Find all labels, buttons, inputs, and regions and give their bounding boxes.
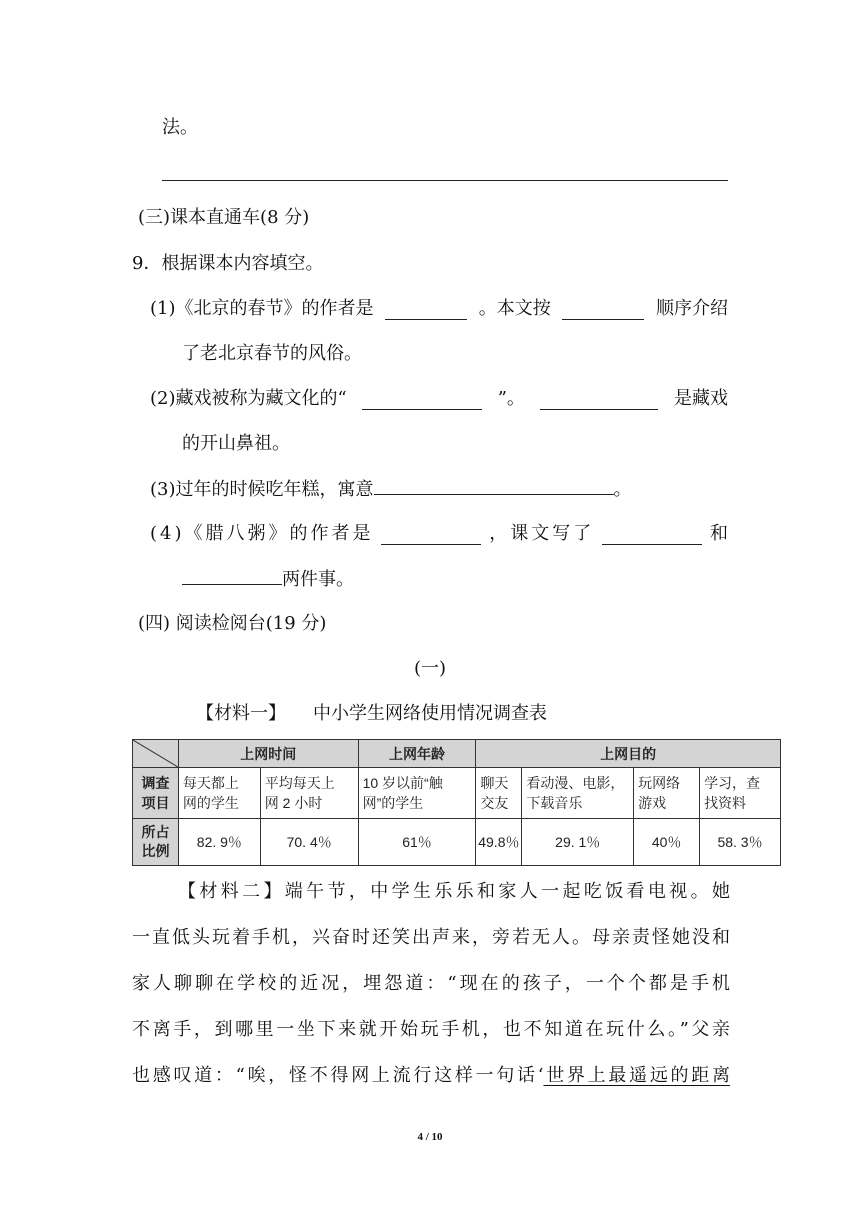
item-cell: 看动漫、电影， 下载音乐 [522,768,634,819]
q4-text-b: ，课文写了 [489,523,595,544]
paragraph-line: 家人聊聊在学校的近况，埋怨道：“现在的孩子，一个个都是手机 [132,973,730,994]
q1-text-c: 顺序介绍 [656,298,728,319]
ratio-cell: 58. 3％ [700,819,781,866]
q2-blank-founder[interactable] [540,393,658,410]
item-cell: 每天都上 网的学生 [178,768,260,819]
ratio-cell: 49.8％ [476,819,522,866]
q1-text-a: (1)《北京的春节》的作者是 [150,298,374,319]
q2-text-a: (2)藏戏被称为藏文化的“ [150,388,347,409]
q4-blank-event1[interactable] [602,528,702,545]
question-item-1 [150,298,728,320]
row-label-ratio: 所占 比例 [133,819,179,866]
q3-blank-meaning[interactable] [374,478,614,495]
question-item-3 [150,478,632,501]
underlined-text: 世界上最遥远的距离 [543,1065,731,1086]
paragraph-line: 【材料二】端午节，中学生乐乐和家人一起吃饭看电视。她 [178,881,730,902]
item-cell: 10 岁以前“触 网”的学生 [358,768,476,819]
answer-line[interactable] [162,180,728,181]
part-heading: (一) [413,658,447,679]
header-online-time: 上网时间 [178,740,358,768]
q2-text-b: ”。 [497,388,525,409]
q2-continuation: 的开山鼻祖。 [182,433,290,454]
survey-table [132,739,781,866]
answer-line-end-text: 法。 [162,117,198,138]
q1-continuation: 了老北京春节的风俗。 [182,343,362,364]
question-item-4 [150,523,728,545]
paragraph-text: 也感叹道：“唉，怪不得网上流行这样一句话‘ [132,1065,544,1086]
q2-blank-title[interactable] [362,393,482,410]
q4-text-d: 两件事。 [282,569,354,590]
q4-blank-event2[interactable] [182,568,282,585]
q4-blank-author[interactable] [381,528,481,545]
header-online-age: 上网年龄 [358,740,476,768]
q2-text-c: 是藏戏 [673,388,728,409]
material-label: 【材料一】 [196,703,286,724]
ratio-cell: 29. 1％ [522,819,634,866]
q1-blank-order[interactable] [562,303,644,320]
q1-text-b: 。本文按 [478,298,551,319]
page-number: 4 / 10 [417,1131,443,1143]
header-online-purpose: 上网目的 [476,740,781,768]
question-item-2 [150,388,728,410]
table-header-row [133,740,781,768]
table-caption: 中小学生网络使用情况调查表 [313,703,547,724]
section-title: (四) 阅读检阅台(19 分) [138,613,327,634]
q4-text-c: 和 [710,523,728,544]
diagonal-line-icon [133,740,178,767]
material2-paragraph [132,869,730,1099]
q1-blank-author[interactable] [385,303,467,320]
section-title: (三)课本直通车(8 分) [138,207,310,228]
ratio-cell: 70. 4％ [260,819,358,866]
table-items-row [133,768,781,819]
question-stem: 9．根据课本内容填空。 [132,253,324,274]
table-corner-cell [133,740,179,768]
paragraph-line: 一直低头玩着手机，兴奋时还笑出声来，旁若无人。母亲责怪她没和 [132,927,730,948]
ratio-cell: 61％ [358,819,476,866]
q4-text-a: (4)《腊八粥》的作者是 [150,523,374,544]
item-cell: 学习，查 找资料 [700,768,781,819]
table-ratio-row [133,819,781,866]
row-label-items: 调查 项目 [133,768,179,819]
item-cell: 聊天 交友 [476,768,522,819]
item-cell: 玩网络 游戏 [634,768,700,819]
q4-continuation-line [182,568,354,591]
item-cell: 平均每天上 网 2 小时 [260,768,358,819]
ratio-cell: 82. 9％ [178,819,260,866]
paragraph-line-last [132,1053,730,1099]
paragraph-line: 不离手，到哪里一坐下来就开始玩手机，也不知道在玩什么。”父亲 [132,1019,730,1040]
ratio-cell: 40％ [634,819,700,866]
q3-text-a: (3)过年的时候吃年糕，寓意 [150,479,374,500]
q3-text-b: 。 [613,479,632,500]
